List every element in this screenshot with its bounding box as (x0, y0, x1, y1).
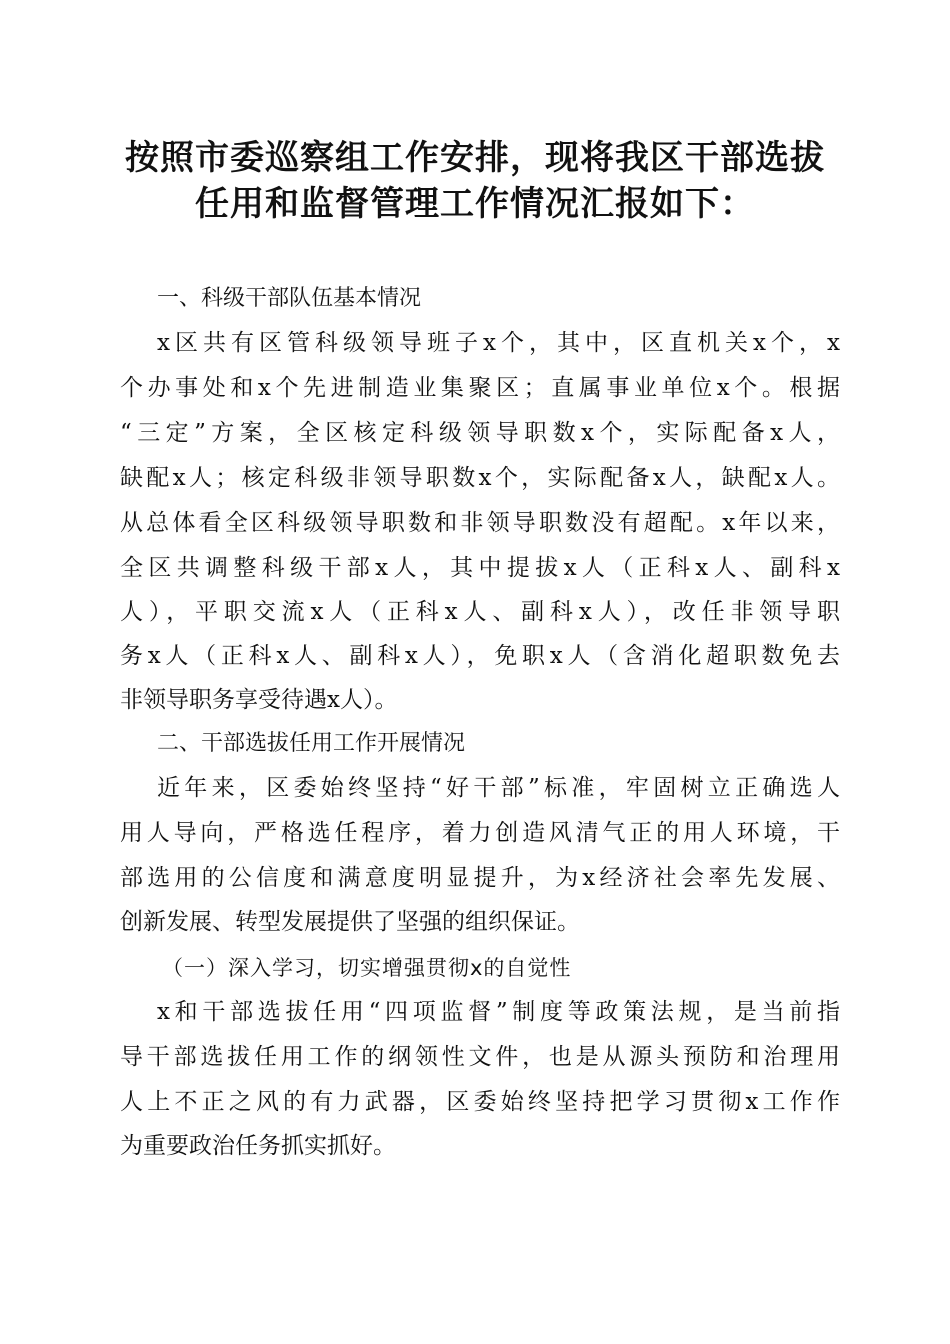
paragraph-line: 从总体看全区科级领导职数和非领导职数没有超配。x年以来， (120, 510, 840, 536)
paragraph-line: 人上不正之风的有力武器，区委始终坚持把学习贯彻x工作作 (120, 1089, 840, 1115)
paragraph-line: 务x人（正科x人、副科x人），免职x人（含消化超职数免去 (120, 643, 840, 669)
paragraph-line: x区共有区管科级领导班子x个，其中，区直机关x个，x (157, 330, 840, 356)
section-2-heading: 二、干部选拔任用工作开展情况 (157, 731, 466, 756)
paragraph-line: 全区共调整科级干部x人，其中提拔x人（正科x人、副科x (120, 555, 840, 581)
document-title-line-2: 任用和监督管理工作情况汇报如下： (195, 184, 755, 224)
subsection-1-heading: （一）深入学习，切实增强贯彻x的自觉性 (162, 956, 572, 980)
paragraph-line: x和干部选拔任用“四项监督”制度等政策法规，是当前指 (157, 999, 840, 1025)
paragraph-line: 部选用的公信度和满意度明显提升，为x经济社会率先发展、 (120, 865, 840, 891)
paragraph-line: 个办事处和x个先进制造业集聚区；直属事业单位x个。根据 (120, 375, 840, 401)
paragraph-line: 缺配x人；核定科级非领导职数x个，实际配备x人，缺配x人。 (120, 465, 840, 491)
paragraph-line: 导干部选拔任用工作的纲领性文件，也是从源头预防和治理用 (120, 1044, 840, 1070)
document-title-line-1: 按照市委巡察组工作安排，现将我区干部选拔 (125, 138, 825, 178)
paragraph-line: 近年来，区委始终坚持“好干部”标准，牢固树立正确选人 (157, 775, 840, 801)
paragraph-line: 非领导职务享受待遇x人）。 (120, 687, 398, 713)
section-1-heading: 一、科级干部队伍基本情况 (157, 286, 422, 311)
paragraph-line: 用人导向，严格选任程序，着力创造风清气正的用人环境，干 (120, 820, 840, 846)
paragraph-line: 创新发展、转型发展提供了坚强的组织保证。 (120, 909, 580, 935)
paragraph-line: 为重要政治任务抓实抓好。 (120, 1133, 396, 1159)
paragraph-line: “三定”方案，全区核定科级领导职数x个，实际配备x人， (120, 420, 840, 446)
paragraph-line: 人），平职交流x人（正科x人、副科x人），改任非领导职 (120, 599, 840, 625)
